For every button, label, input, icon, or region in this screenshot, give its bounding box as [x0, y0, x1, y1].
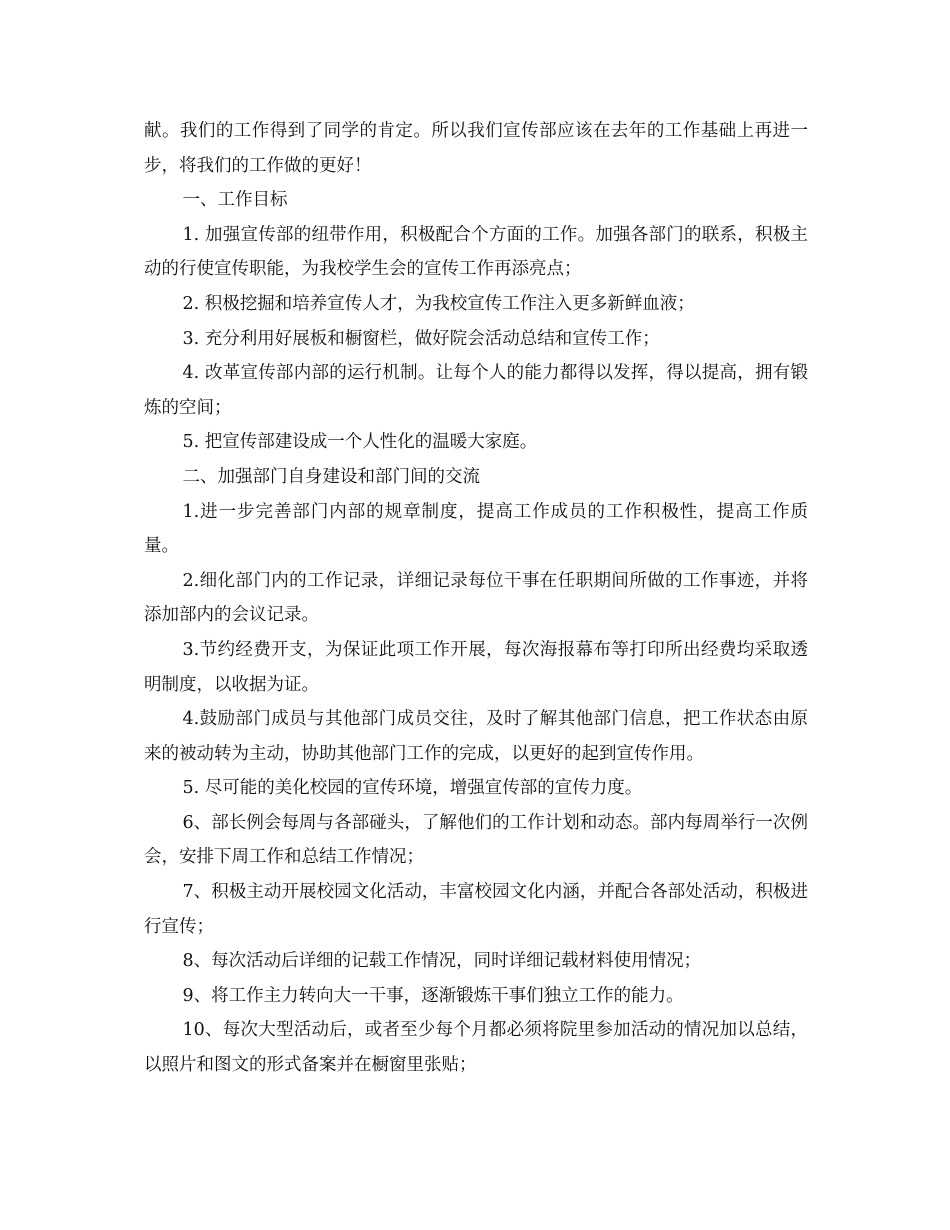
- measure-item-5: 5. 尽可能的美化校园的宣传环境，增强宣传部的宣传力度。: [182, 778, 643, 799]
- goal-item-2: 2. 积极挖掘和培养宣传人才，为我校宣传工作注入更多新鲜血液；: [182, 293, 695, 314]
- section-heading-work-goals: 一、工作目标: [182, 190, 288, 211]
- measure-item-7: 7、积极主动开展校园文化活动，丰富校园文化内涵，并配合各部处活动，积极进行宣传；: [144, 882, 808, 937]
- measure-item-1: 1.进一步完善部门内部的规章制度，提高工作成员的工作积极性，提高工作质量。: [144, 501, 808, 557]
- measure-item-10: 10、每次大型活动后，或者至少每个月都必须将院里参加活动的情况加以总结，以照片和图文的形式备案并在橱窗里张贴；: [144, 1020, 808, 1076]
- goal-item-1: 1. 加强宣传部的纽带作用，积极配合个方面的工作。加强各部门的联系，积极主动的行使宣传职能，为我校学生会的宣传工作再添亮点；: [144, 224, 808, 280]
- goal-item-5: 5. 把宣传部建设成一个人性化的温暖大家庭。: [182, 432, 538, 453]
- measure-item-2: 2.细化部门内的工作记录，详细记录每位干事在任职期间所做的工作事迹，并将添加部内的会议记录。: [144, 570, 808, 626]
- document-body: [144, 114, 808, 1083]
- goal-item-4: 4. 改革宣传部内部的运行机制。让每个人的能力都得以发挥，得以提高，拥有锻炼的空间；: [144, 363, 808, 418]
- section-heading-department-building: 二、加强部门自身建设和部门间的交流: [182, 466, 480, 487]
- measure-item-9: 9、将工作主力转向大一干事，逐渐锻炼干事们独立工作的能力。: [182, 985, 684, 1006]
- measure-item-6: 6、部长例会每周与各部碰头，了解他们的工作计划和动态。部内每周举行一次例会，安排下周工作和总结工作情况；: [144, 812, 808, 868]
- paragraph-continuation: 献。我们的工作得到了同学的肯定。所以我们宣传部应该在去年的工作基础上再进一步，将我们的工作做的更好！: [144, 121, 808, 176]
- goal-item-3: 3. 充分利用好展板和橱窗栏，做好院会活动总结和宣传工作；: [182, 328, 660, 349]
- measure-item-3: 3.节约经费开支，为保证此项工作开展，每次海报幕布等打印所出经费均采取透明制度，以收据为证。: [144, 639, 808, 695]
- measure-item-4: 4.鼓励部门成员与其他部门成员交往，及时了解其他部门信息，把工作状态由原来的被动转为主动，协助其他部门工作的完成，以更好的起到宣传作用。: [144, 709, 808, 764]
- measure-item-8: 8、每次活动后详细的记载工作情况，同时详细记载材料使用情况；: [182, 951, 702, 972]
